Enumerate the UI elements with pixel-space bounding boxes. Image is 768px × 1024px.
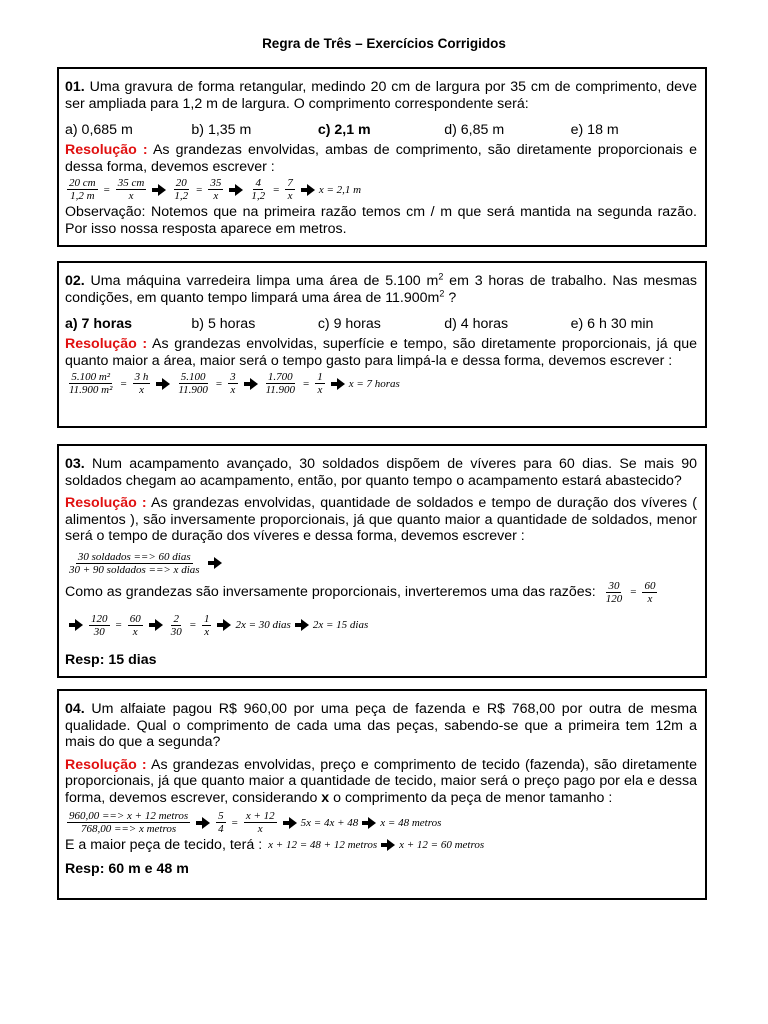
question-body: Uma gravura de forma retangular, medindo 20 cm de largura por 35 cm de comprimento, deve ser ampliada para 1,2 m de largura. O comprimento correspondente será: — [65, 79, 697, 112]
question-number: 02. — [65, 273, 85, 289]
inversion-text: Como as grandezas são inversamente proporcionais, inverteremos uma das razões: — [65, 584, 596, 600]
fraction: $\frac{\text{30 soldados ==> 60 dias}}{\text{30 + 90 soldados ==> x dias}}$ — [69, 550, 200, 576]
option-a: a) 7 horas — [65, 316, 133, 332]
arrow-icon — [208, 557, 222, 569]
superscript: 2 — [438, 271, 444, 282]
fraction: $\frac{3 h}{x}$ — [134, 371, 149, 396]
question-body: Um alfaiate pagou R$ 960,00 por uma peça de fazenda e R$ 768,00 por outra de mesma qualidade. Qual o comprimento de cada uma das peças, sabendo-se que a primeira tem 12m a mais do que a segunda? — [65, 701, 697, 750]
resolution-label: Resolução : — [65, 336, 148, 352]
option-d: d) 6,85 m — [444, 122, 505, 138]
maior-row — [65, 837, 697, 853]
option-c: c) 2,1 m — [317, 122, 371, 138]
question-number: 01. — [65, 79, 85, 95]
equation-result: x + 12 = 60 metros — [399, 839, 485, 851]
observation: Observação: Notemos que na primeira razão temos cm / m que será mantida na segunda razão. Por isso nossa resposta aparece em metros. — [65, 204, 697, 237]
exercise-04 — [57, 689, 707, 900]
question-body: ? — [444, 289, 457, 306]
resolution-text: As grandezas envolvidas, preço e comprimento de tecido (fazenda), são diretamente proporcionais, já que quanto maior a quantidade de tecido, maior será o preço pago por ela e dessa forma, devemos escrever, considerando — [65, 756, 697, 806]
exercise-01 — [57, 67, 707, 247]
resolution-label: Resolução : — [65, 495, 147, 511]
arrow-icon — [69, 619, 83, 631]
resolution — [65, 495, 697, 545]
resolution-text: As grandezas envolvidas, ambas de comprimento, são diretamente proporcionais e dessa forma, devemos escrever : — [65, 142, 698, 175]
arrow-icon — [244, 378, 258, 390]
equation-result: x = 2,1 m — [318, 183, 362, 196]
question-body: Num acampamento avançado, 30 soldados dispõem de víveres para 60 dias. Se mais 90 soldados chegam ao acampamento, então, por quanto tempo o acampamento estará abastecido? — [65, 456, 697, 489]
equation: $\frac{\text{960,00 ==> x + 12 metros}}{\text{768,00 ==> x metros}}$ $\frac{5}{4}$ = $\frac{x + 12}{x}$ 5x = 4x + 48 x = 48 metros — [69, 810, 442, 835]
question-text — [65, 701, 697, 751]
question-body: em 3 horas de trabalho. Nas mesmas condições, em quanto tempo limpará uma área de 11.900m — [65, 273, 697, 306]
option-b: b) 5 horas — [191, 316, 256, 332]
equation: $\frac{120}{30}$ = $\frac{60}{x}$ $\frac{2}{30}$ = $\frac{1}{x}$ 2x = 30 dias 2x = 15 dias — [65, 613, 697, 638]
arrow-icon — [196, 817, 210, 829]
resolution-text: As grandezas envolvidas, superfície e tempo, são diretamente proporcionais, já que quanto maior a área, maior será o tempo gasto para limpá-la e dessa forma, devemos escrever : — [65, 336, 697, 369]
arrow-icon — [331, 378, 345, 390]
arrow-icon — [156, 378, 170, 390]
equation-result: x + 12 = 48 + 12 metros — [268, 839, 378, 851]
arrow-icon — [283, 817, 297, 829]
fraction: $\frac{1.700}{11.900}$ — [265, 371, 295, 396]
option-d: d) 4 horas — [444, 316, 509, 332]
superscript: 2 — [439, 287, 445, 298]
fraction: $\frac{20 cm}{1,2 m}$ — [69, 177, 96, 202]
fraction: $\frac{20}{1,2}$ — [174, 177, 189, 202]
equation-result: 2x = 30 dias — [235, 619, 291, 631]
fraction: $\frac{x + 12}{x}$ — [245, 810, 275, 835]
question-text — [65, 79, 697, 112]
arrow-icon — [381, 839, 395, 851]
question-text — [65, 456, 697, 489]
question-text — [65, 273, 697, 306]
exercise-02 — [57, 261, 707, 428]
inversion-row — [65, 578, 697, 607]
question-body: Uma máquina varredeira limpa uma área de 5.100 m — [84, 273, 439, 289]
arrow-icon — [301, 184, 315, 196]
option-e: e) 6 h 30 min — [570, 316, 654, 332]
fraction: $\frac{\text{5.100 m²}}{\text{11.900 m²}}$ — [69, 371, 113, 396]
fraction: $\frac{30}{120}$ — [605, 579, 623, 605]
fraction: $\frac{60}{x}$ — [644, 579, 656, 605]
answer: Resp: 60 m e 48 m — [65, 861, 189, 877]
option-a: a) 0,685 m — [65, 122, 133, 138]
fraction: $\frac{35}{x}$ — [210, 177, 222, 202]
option-b: b) 1,35 m — [191, 122, 252, 138]
page-title: Regra de Três – Exercícios Corrigidos — [262, 36, 506, 51]
fraction: $\frac{3}{x}$ — [230, 371, 236, 396]
resolution — [65, 142, 697, 175]
arrow-icon — [362, 817, 376, 829]
arrow-icon — [229, 184, 243, 196]
equation: $\frac{\text{5.100 m²}}{\text{11.900 m²}}$ = $\frac{3 h}{x}$ $\frac{5.100}{11.900}$ = $\frac{3}{x}$ $\frac{1.700}{11.900}$ = $\frac{1}{x}$ x = 7 horas — [69, 371, 400, 396]
fraction: $\frac{2}{30}$ — [170, 612, 182, 638]
option-c: c) 9 horas — [317, 316, 381, 332]
equation: $\frac{20 cm}{1,2 m}$ = $\frac{35 cm}{x}$ $\frac{20}{1,2}$ = $\frac{35}{x}$ $\frac{4}{1,2}$ = $\frac{7}{x}$ x = 2,1 m — [69, 177, 362, 202]
fraction: $\frac{60}{x}$ — [129, 612, 141, 638]
equation — [268, 839, 484, 851]
arrow-icon — [149, 619, 163, 631]
fraction: $\frac{\text{960,00 ==> x + 12 metros}}{\text{768,00 ==> x metros}}$ — [69, 810, 189, 835]
exercise-03 — [57, 444, 707, 678]
resolution-label: Resolução : — [65, 756, 147, 773]
fraction: $\frac{5}{4}$ — [218, 810, 224, 835]
equation — [65, 551, 697, 576]
answer: Resp: 15 dias — [65, 651, 157, 668]
fraction: $\frac{5.100}{11.900}$ — [178, 371, 208, 396]
maior-text: E a maior peça de tecido, terá : — [65, 837, 263, 853]
resolution-text: As grandezas envolvidas, quantidade de soldados e tempo de duração dos víveres ( alimentos ), são inversamente proporcionais, já que quanto maior a quantidade de soldados, menor será o tempo de duração dos víveres e dessa forma, devemos escrever : — [65, 495, 697, 544]
fraction: $\frac{35 cm}{x}$ — [117, 177, 145, 202]
fraction: $\frac{7}{x}$ — [287, 177, 293, 202]
resolution — [65, 757, 697, 807]
equation-result: x = 7 horas — [348, 377, 400, 390]
arrow-icon — [152, 184, 166, 196]
options — [65, 122, 697, 138]
resolution — [65, 336, 697, 369]
question-number: 03. — [65, 456, 85, 472]
fraction: $\frac{4}{1,2}$ — [251, 177, 266, 202]
fraction: $\frac{1}{x}$ — [317, 371, 323, 396]
equation-result: x = 48 metros — [380, 816, 442, 829]
equation-result: 2x = 15 dias — [312, 619, 369, 631]
equation: $\frac{30}{120}$ = $\frac{60}{x}$ — [605, 579, 656, 605]
question-number: 04. — [65, 701, 85, 717]
option-e: e) 18 m — [570, 122, 619, 138]
resolution-text: o comprimento da peça de menor tamanho : — [329, 789, 613, 806]
resolution-label: Resolução : — [65, 142, 148, 158]
arrow-icon — [217, 619, 231, 631]
arrow-icon — [295, 619, 309, 631]
options — [65, 316, 697, 332]
fraction: $\frac{120}{30}$ — [91, 612, 108, 638]
equation-result: 5x = 4x + 48 — [300, 816, 359, 829]
variable-x: x — [321, 789, 330, 806]
fraction: $\frac{1}{x}$ — [203, 612, 210, 638]
